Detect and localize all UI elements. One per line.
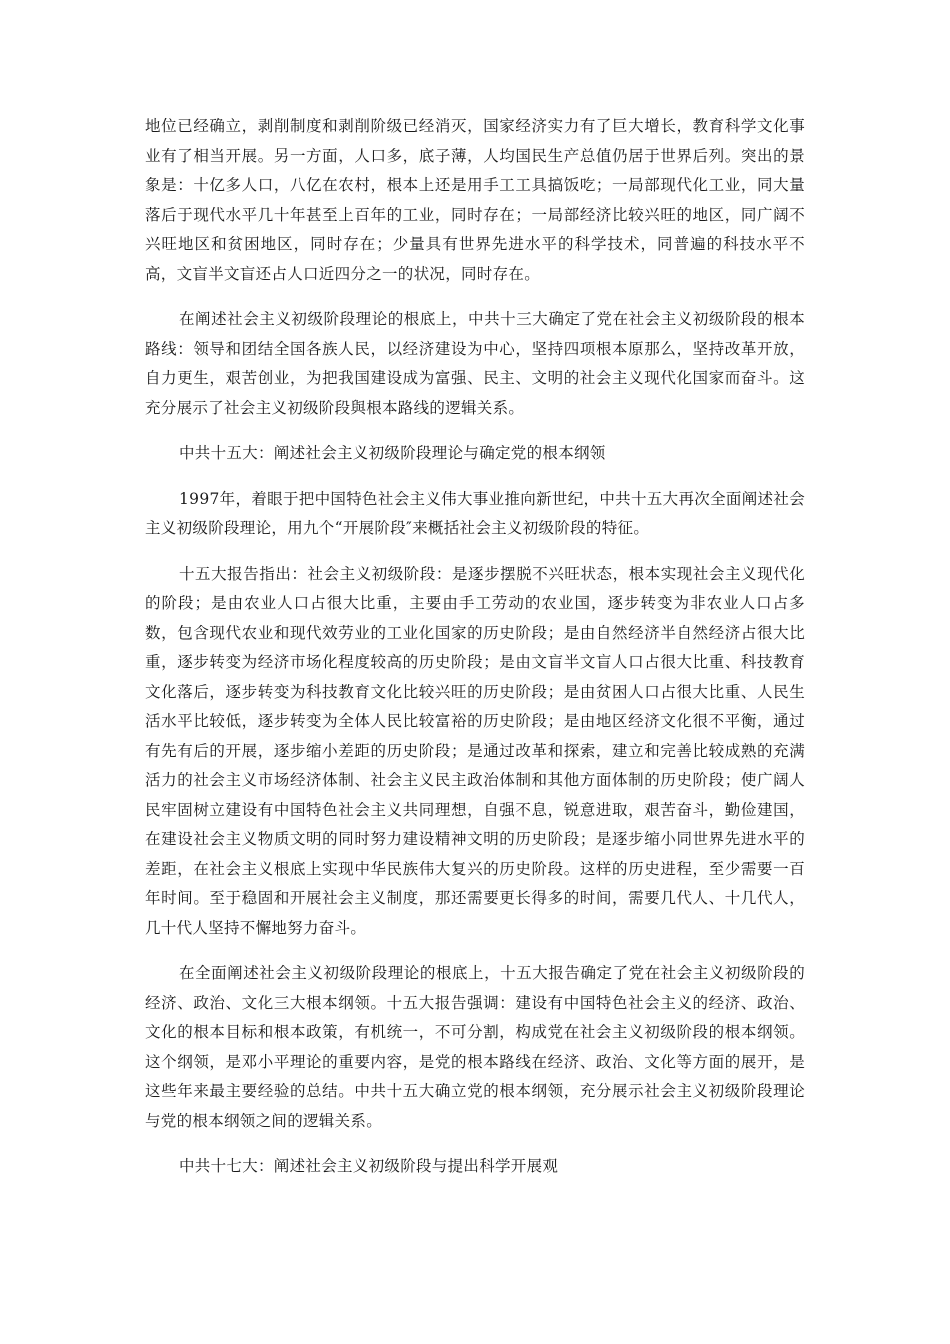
paragraph-1997-overview: 1997年，着眼于把中国特色社会主义伟大事业推向新世纪，中共十五大再次全面阐述社会主义初级阶段理论，用九个“开展阶段″来概括社会主义初级阶段的特征。 — [145, 489, 805, 537]
section-heading-seventeenth-congress: 中共十七大：阐述社会主义初级阶段与提出科学开展观 — [179, 1157, 559, 1175]
document-page — [145, 112, 805, 1198]
paragraph-basic-program: 在全面阐述社会主义初级阶段理论的根底上，十五大报告确定了党在社会主义初级阶段的经济、政治、文化三大根本纲领。十五大报告强调：建设有中国特色社会主义的经济、政治、文化的根本目标和根本政策，有机统一，不可分割，构成党在社会主义初级阶段的根本纲领。这个纲领，是邓小平理论的重要内容，是党的根本路线在经济、政治、文化等方面的展开，是这些年来最主要经验的总结。中共十五大确立党的根本纲领，充分展示社会主义初级阶段理论与党的根本纲领之间的逻辑关系。 — [145, 964, 805, 1130]
paragraph-thirteenth-congress-basic-line: 在阐述社会主义初级阶段理论的根底上，中共十三大确定了党在社会主义初级阶段的根本路线：领导和团结全国各族人民，以经济建设为中心，坚持四项根本原那么，坚持改革开放，自力更生，艰苦创业，为把我国建设成为富强、民主、文明的社会主义现代化国家而奋斗。这充分展示了社会主义初级阶段與根本路线的逻辑关系。 — [145, 310, 805, 417]
paragraph-intro-continuation: 地位已经确立，剥削制度和剥削阶级已经消灭，国家经济实力有了巨大增长，教育科学文化事业有了相当开展。另一方面，人口多，底子薄，人均国民生产总值仍居于世界后列。突出的景象是：十亿多人口，八亿在农村，根本上还是用手工工具搞饭吃；一局部现代化工业，同大量落后于现代水平几十年甚至上百年的工业，同时存在；一局部经济比较兴旺的地区，同广阔不兴旺地区和贫困地区，同时存在；少量具有世界先进水平的科学技术，同普遍的科技水平不高，文盲半文盲还占人口近四分之一的状况，同时存在。 — [145, 117, 805, 283]
section-heading-fifteenth-congress: 中共十五大：阐述社会主义初级阶段理论与确定党的根本纲领 — [179, 444, 606, 462]
paragraph-nine-stages: 十五大报告指出：社会主义初级阶段：是逐步摆脱不兴旺状态，根本实现社会主义现代化的阶段；是由农业人口占很大比重，主要由手工劳动的农业国，逐步转变为非农业人口占多数，包含现代农业和现代效劳业的工业化国家的历史阶段；是由自然经济半自然经济占很大比重，逐步转变为经济市场化程度较高的历史阶段；是由文盲半文盲人口占很大比重、科技教育文化落后，逐步转变为科技教育文化比较兴旺的历史阶段；是由贫困人口占很大比重、人民生活水平比较低，逐步转变为全体人民比较富裕的历史阶段；是由地区经济文化很不平衡，通过有先有后的开展，逐步缩小差距的历史阶段；是通过改革和探索，建立和完善比较成熟的充满活力的社会主义市场经济体制、社会主义民主政治体制和其他方面体制的历史阶段；使广阔人民牢固树立建设有中国特色社会主义共同理想，自强不息，锐意进取，艰苦奋斗，勤俭建国，在建设社会主义物质文明的同时努力建设精神文明的历史阶段；是逐步缩小同世界先进水平的差距，在社会主义根底上实现中华民族伟大复兴的历史阶段。这样的历史进程，至少需要一百年时间。至于稳固和开展社会主义制度，那还需要更长得多的时间，需要几代人、十几代人，几十代人坚持不懈地努力奋斗。 — [145, 564, 805, 937]
